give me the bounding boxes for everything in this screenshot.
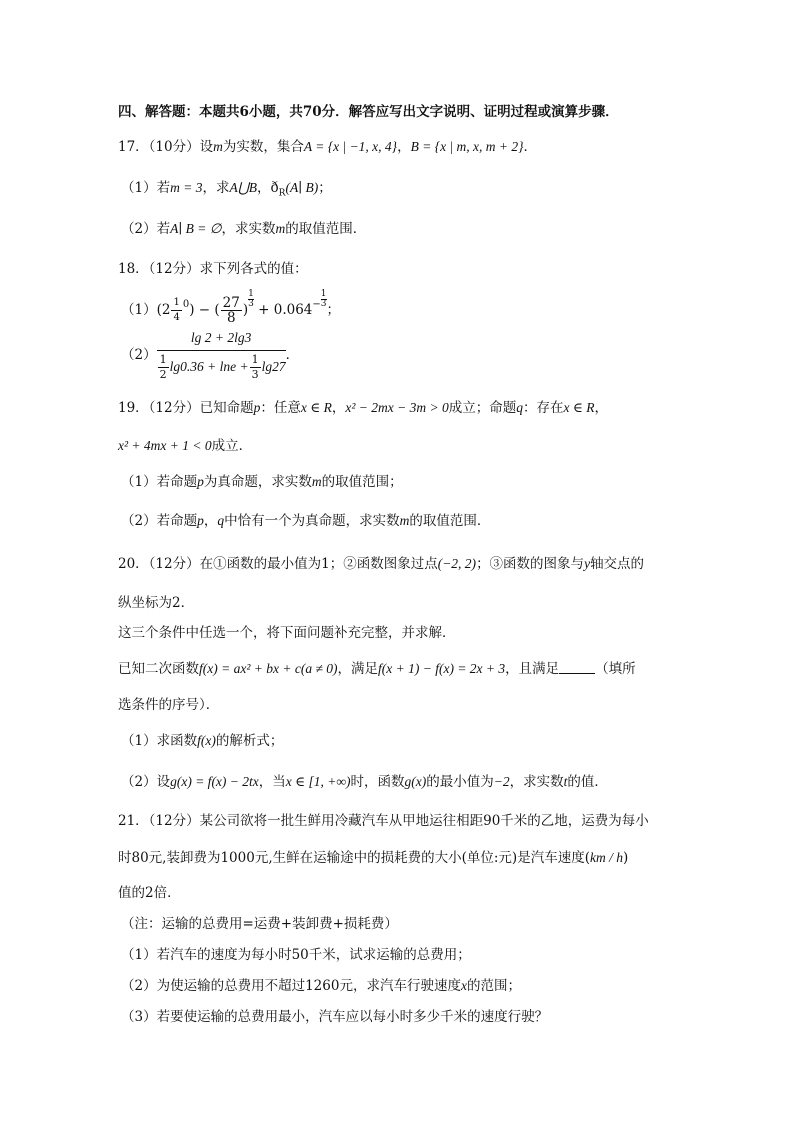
q21-stem-line1: 21．（12分）某公司欲将一批生鲜用冷藏汽车从甲地运往相距90千米的乙地，运费为每小: [118, 813, 649, 829]
q19-part1: （1）若命题p为真命题，求实数m的取值范围；: [121, 474, 403, 490]
q21-part2: （2）为使运输的总费用不超过1260元，求汽车行驶速度x的范围；: [121, 978, 521, 994]
q18-part2: （2） lg 2 + 2lg3 $\frac{1}{2}$ lg0.36 + lne + $\frac{1}{3}$ lg27 ．: [121, 330, 300, 381]
q18-part2-fraction: lg 2 + 2lg3 $\frac{1}{2}$ lg0.36 + lne + $\frac{1}{3}$ lg27: [157, 328, 286, 382]
q17-stem: 17．（10分）设m为实数，集合A = {x | −1, x, 4}，B = {x | m, x, m + 2}．: [118, 139, 538, 155]
q19-part2: （2）若命题p，q中恰有一个为真命题，求实数m的取值范围．: [121, 513, 491, 529]
answer-blank[interactable]: [559, 661, 595, 674]
q21-stem-line2: 时80元,装卸费为1000元,生鲜在运输途中的损耗费的大小(单位:元)是汽车速度(km / h): [118, 850, 629, 866]
q17-part2: （2）若A∣ B = ∅，求实数m的取值范围．: [121, 221, 367, 237]
q20-stem-line5: 选条件的序号）．: [118, 697, 220, 713]
q21-note: （注：运输的总费用=运费+装卸费+损耗费）: [121, 916, 398, 932]
q21-part3: （3）若要使运输的总费用最小，汽车应以每小时多少千米的速度行驶？: [121, 1009, 549, 1025]
q20-part1: （1）求函数f(x)的解析式；: [121, 733, 284, 749]
q20-stem-line3: 这三个条件中任选一个，将下面问题补充完整，并求解．: [118, 625, 456, 641]
q19-stem-line1: 19．（12分）已知命题p：任意x ∈ R，x² − 2mx − 3m > 0成立；命题q：存在x ∈ R，: [118, 400, 608, 416]
q20-stem-line4: 已知二次函数f(x) = ax² + bx + c(a ≠ 0)，满足f(x + 1) − f(x) = 2x + 3，且满足 （填所: [118, 661, 636, 677]
q21-stem-line3: 值的2倍．: [118, 885, 181, 901]
q18-stem: 18．（12分）求下列各式的值：: [118, 261, 308, 277]
section-header: 四、解答题：本题共6小题，共70分．解答应写出文字说明、证明过程或演算步骤．: [118, 104, 619, 120]
q20-part2: （2）设g(x) = f(x) − 2tx，当x ∈ [1, +∞)时，函数g(x)的最小值为−2，求实数t的值．: [121, 774, 608, 790]
q18-part1: （1）(2 $\frac{1}{4}$ $^0$) − ( $\frac{27}{8}$ ) $\frac{1}{3}$ + 0.064− $\frac{1}{3}$ ；: [121, 289, 341, 326]
q20-stem-line2: 纵坐标为2．: [118, 595, 195, 611]
q19-stem-line2: x² + 4mx + 1 < 0成立．: [118, 438, 253, 454]
q20-stem-line1: 20．（12分）在①函数的最小值为1；②函数图象过点(−2, 2)；③函数的图象与y轴交点的: [118, 556, 645, 572]
q21-part1: （1）若汽车的速度为每小时50千米，试求运输的总费用；: [121, 947, 471, 963]
q17-part1: （1）若m = 3，求A⋃B，$ð_R(A∣$ B)；: [121, 180, 332, 199]
